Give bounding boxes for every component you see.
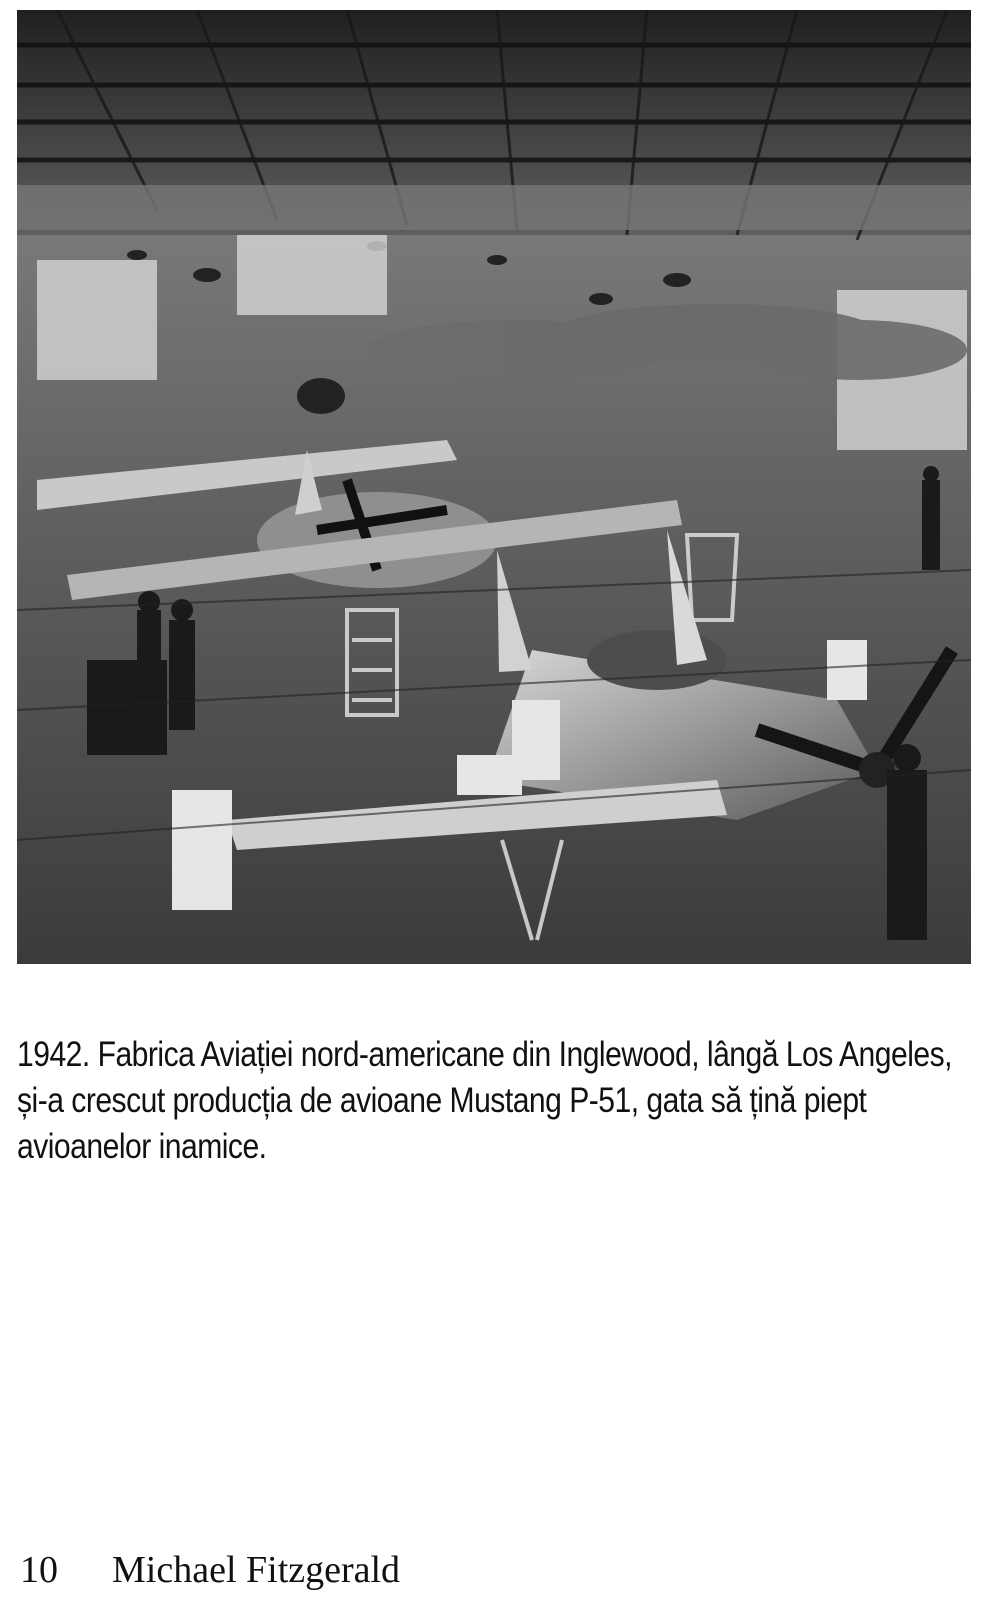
factory-photo [17, 10, 971, 964]
page-footer [20, 1548, 400, 1592]
factory-photo-icon [17, 10, 971, 964]
photo-caption: 1942. Fabrica Aviației nord-americane din Inglewood, lângă Los Angeles, și-a crescut producția de avioane Mustang P-51, gata să țină piept avioanelor inamice. [17, 1035, 953, 1166]
page-number: 10 [20, 1549, 58, 1591]
author-name: Michael Fitzgerald [112, 1549, 401, 1591]
